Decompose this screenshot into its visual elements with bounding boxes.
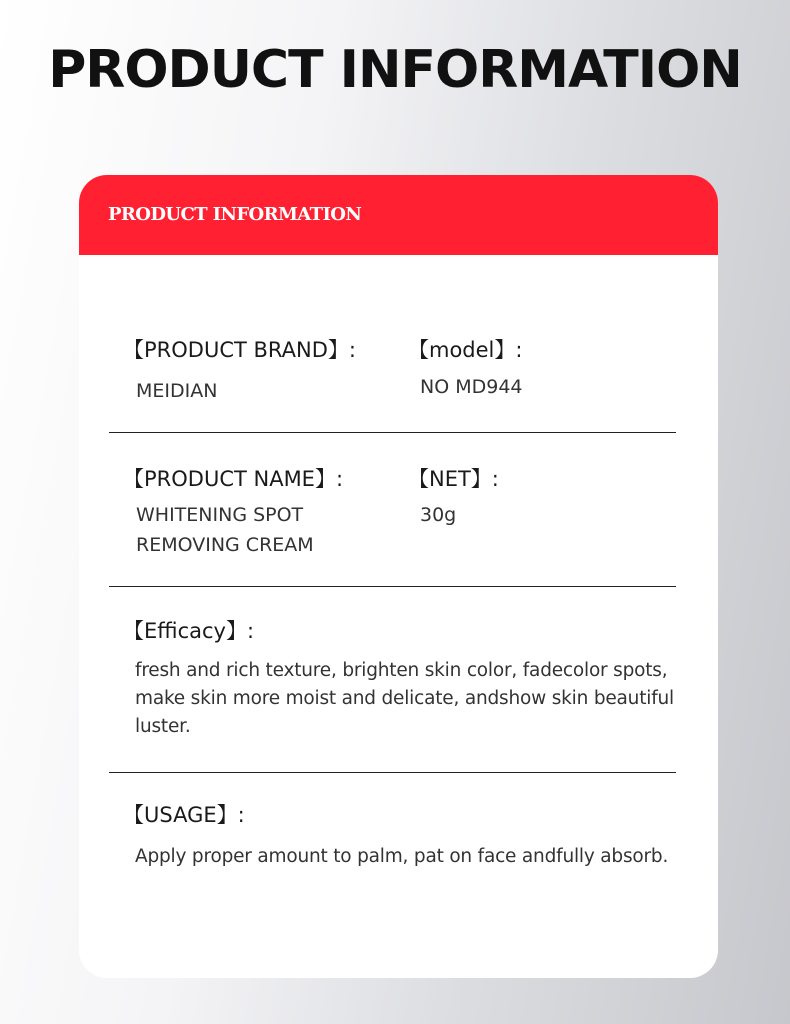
usage-text: Apply proper amount to palm, pat on face andfully absorb. [135, 846, 669, 867]
divider [109, 772, 676, 773]
net-value: 30g [420, 504, 457, 526]
model-label: 【model】: [408, 338, 523, 362]
usage-label: 【USAGE】: [123, 803, 245, 827]
efficacy-label: 【Efficacy】: [123, 619, 255, 643]
page-title: PRODUCT INFORMATION [48, 40, 742, 100]
divider [109, 586, 676, 587]
product-info-card [79, 175, 718, 978]
card-header [79, 175, 718, 255]
product-name-value-line2: REMOVING CREAM [136, 534, 314, 556]
efficacy-text: fresh and rich texture, brighten skin color, fadecolor spots, make skin more moist and delicate, andshow skin beautiful luster. [135, 660, 674, 737]
model-value: NO MD944 [420, 376, 523, 398]
product-name-label: 【PRODUCT NAME】: [123, 467, 344, 491]
brand-value: MEIDIAN [136, 380, 218, 402]
brand-label: 【PRODUCT BRAND】: [123, 338, 356, 362]
product-name-value-line1: WHITENING SPOT [136, 504, 304, 526]
card-header-title: PRODUCT INFORMATION [108, 204, 362, 225]
net-label: 【NET】: [408, 467, 499, 491]
divider [109, 432, 676, 433]
